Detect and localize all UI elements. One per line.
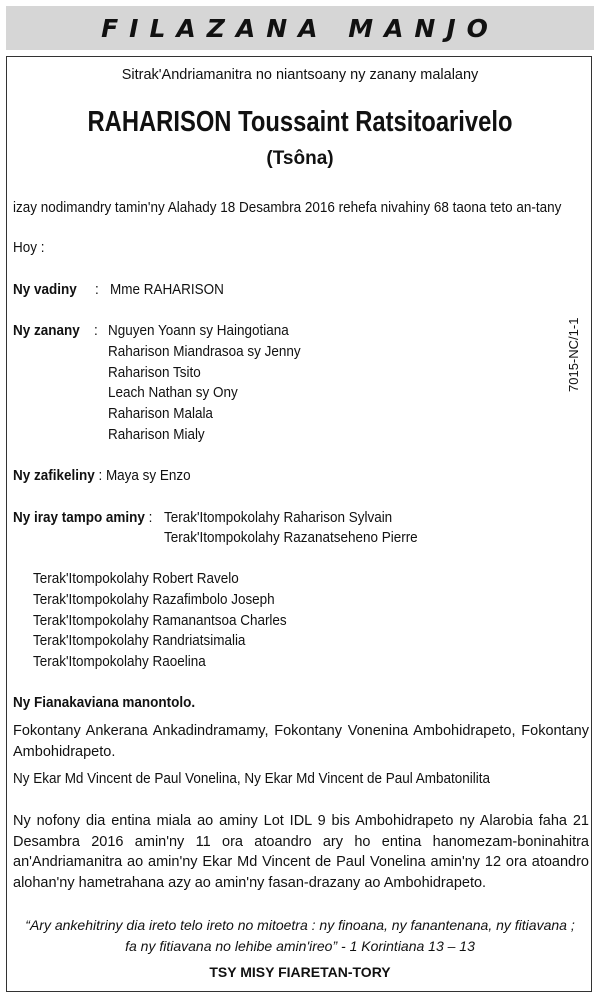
deceased-name: RAHARISON Toussaint Ratsitoarivelo (87, 106, 513, 138)
child-item: Leach Nathan sy Ony (108, 385, 238, 401)
deceased-nickname: (Tsôna) (266, 148, 334, 169)
fokontany-paragraph: Fokontany Ankerana Ankadindramamy, Fokontany Vonenina Ambohidrapeto, Fokontany Ambohidrapeto. (13, 723, 589, 760)
siblings-separator: : (148, 510, 153, 526)
notice-frame (6, 56, 592, 992)
sibling-item: Terak'Itompokolahy Razanatseheno Pierre (164, 530, 418, 546)
child-item: Raharison Mialy (108, 427, 205, 443)
sibling-item: Terak'Itompokolahy Raharison Sylvain (164, 510, 393, 526)
notice-header (6, 6, 594, 50)
wife-name: Mme RAHARISON (110, 282, 224, 298)
relative-item: Terak'Itompokolahy Randriatsimalia (33, 633, 246, 649)
footer-note: TSY MISY FIARETAN-TORY (209, 964, 391, 980)
ekar-line: Ny Ekar Md Vincent de Paul Vonelina, Ny Ekar Md Vincent de Paul Ambatonilita (13, 771, 490, 787)
hoy-label: Hoy : (13, 240, 45, 256)
reference-code: 7015-NC/1-1 (566, 317, 581, 392)
death-notice: izay nodimandry tamin'ny Alahady 18 Desambra 2016 rehefa nivahiny 68 taona teto an-tany (13, 200, 562, 216)
child-item: Raharison Tsito (108, 365, 201, 381)
wife-label: Ny vadiny (13, 282, 77, 298)
children-label: Ny zanany (13, 323, 80, 339)
notice-title: FILAZANA MANJO (101, 13, 499, 43)
wife-separator: : (95, 282, 99, 298)
bible-quote-line-1: “Ary ankehitriny dia ireto telo ireto no mitoetra : ny finoana, ny fanantenana, ny fitiavana ; (25, 917, 575, 933)
bible-quote-line-2: fa ny fitiavana no lehibe amin'ireo” - 1 Korintiana 13 – 13 (125, 938, 475, 954)
child-item: Raharison Malala (108, 406, 213, 422)
siblings-label-line (13, 508, 152, 528)
grandchildren-separator: : (98, 468, 103, 484)
child-item: Nguyen Yoann sy Haingotiana (108, 323, 289, 339)
grandchildren-label: Ny zafikeliny (13, 468, 95, 484)
child-item: Raharison Miandrasoa sy Jenny (108, 344, 301, 360)
intro-line: Sitrak'Andriamanitra no niantsoany ny zanany malalany (121, 67, 479, 83)
family-heading: Ny Fianakaviana manontolo. (13, 695, 196, 711)
relative-item: Terak'Itompokolahy Raoelina (33, 654, 206, 670)
funeral-paragraph: Ny nofony dia entina miala ao aminy Lot IDL 9 bis Ambohidrapeto ny Alarobia faha 21 Desambra 2016 amin'ny 11 ora atoandro ary ho entina hanomezam-boninahitra an'Andriamanitra ao amin'ny Ekar Md Vincent de Paul Vonelina amin'ny 12 ora atoandro alohan'ny hametrahana azy ao amin'ny fasan-drazany ao Ambohidrapeto. (13, 813, 589, 891)
relative-item: Terak'Itompokolahy Ramanantsoa Charles (33, 613, 287, 629)
relative-item: Terak'Itompokolahy Robert Ravelo (33, 571, 239, 587)
grandchildren-line (13, 466, 191, 486)
grandchildren-names: Maya sy Enzo (105, 468, 191, 484)
children-separator: : (94, 323, 98, 339)
siblings-label: Ny iray tampo aminy (13, 510, 145, 526)
relative-item: Terak'Itompokolahy Razafimbolo Joseph (33, 592, 275, 608)
